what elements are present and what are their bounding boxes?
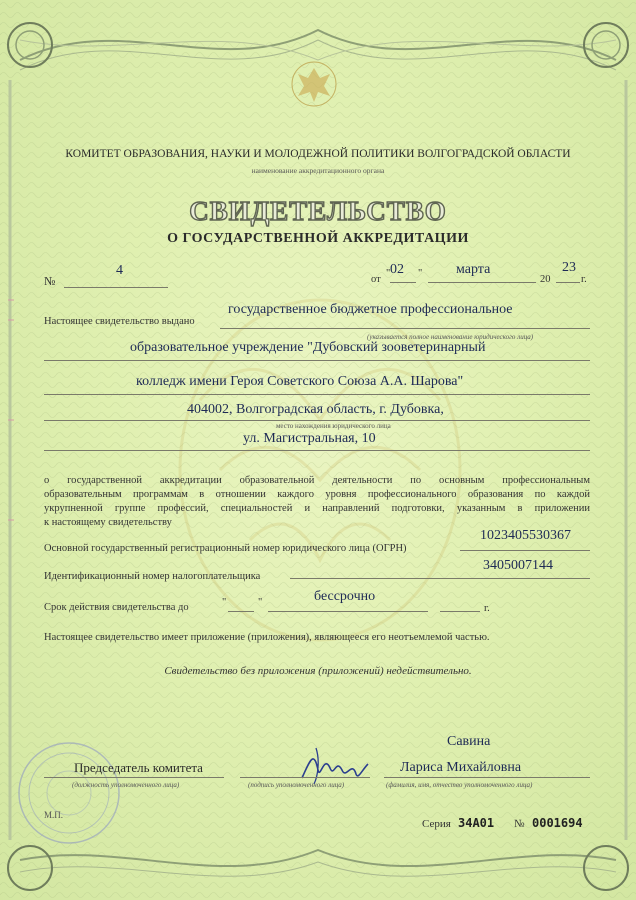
number-label: № [44,274,56,288]
serial-value: 0001694 [532,816,583,830]
series-value: 34А01 [458,816,495,830]
date-month: марта [456,262,491,277]
date-g: г. [581,274,587,285]
validity-quote-close: " [258,597,263,608]
name-line [384,777,590,778]
number-line [64,287,168,288]
inn-label: Идентификационный номер налогоплательщика [44,571,261,582]
certificate-title: СВИДЕТЕЛЬСТВО [189,196,447,226]
accreditation-paragraph [44,474,590,530]
signature-line [240,777,370,778]
committee-name: КОМИТЕТ ОБРАЗОВАНИЯ, НАУКИ И МОЛОДЕЖНОЙ ПОЛИТИКИ ВОЛГОГРАДСКОЙ ОБЛАСТИ [65,148,571,160]
address-caption: место нахождения юридического лица [276,422,391,430]
invalid-note: Свидетельство без приложения (приложений) недействительно. [164,665,472,677]
address-line-1-rule [44,420,590,421]
validity-month-line [268,611,428,612]
serial-label: № [514,818,525,830]
paragraph-line-4: к настоящему свидетельству [44,517,172,528]
ogrn-label: Основной государственный регистрационный номер юридического лица (ОГРН) [44,543,407,554]
number-value: 4 [116,263,123,278]
mp-label: М.П. [44,810,64,820]
org-line-1-rule [220,328,590,329]
org-line-2-rule [44,360,590,361]
date-day: 02 [390,262,404,277]
round-stamp-icon [14,738,124,848]
date-day-line [390,282,416,283]
series-label: Серия [422,818,451,830]
appendix-note: Настоящее свидетельство имеет приложение (приложения), являющееся его неотъемлемой частью. [44,632,490,643]
paragraph-line-3: укрупненной группе профессий, специальностей и направлений подготовки, указанным в приложении [44,503,590,514]
position: Председатель комитета [74,760,203,775]
signer-name: Лариса Михайловна [400,760,522,775]
committee-caption: наименование аккредитационного органа [251,166,385,175]
date-from: от [371,274,381,285]
name-caption: (фамилия, имя, отчество уполномоченного лица) [386,781,533,789]
validity-year-line [440,611,480,612]
coat-of-arms-icon [290,60,338,108]
inn-value: 3405007144 [483,558,553,573]
org-line-1: государственное бюджетное профессиональное [228,302,513,317]
ogrn-value: 1023405530367 [480,528,571,543]
org-line-2: образовательное учреждение "Дубовский зооветеринарный [130,340,486,355]
paragraph-line-2: образовательным программам в отношении каждого уровня профессионального образования по каждой [44,489,590,500]
org-line-3: колледж имени Героя Советского Союза А.А. Шарова" [136,374,464,389]
signature-caption: (подпись уполномоченного лица) [248,781,345,789]
date-year-line [556,282,580,283]
issued-label: Настоящее свидетельство выдано [44,316,195,327]
org-line-3-rule [44,394,590,395]
address-line-2-rule [44,450,590,451]
validity-label: Срок действия свидетельства до [44,602,189,613]
validity-quote-open: " [222,597,227,608]
date-quote-close: " [418,268,423,279]
date-month-line [428,282,536,283]
certificate-subtitle: О ГОСУДАРСТВЕННОЙ АККРЕДИТАЦИИ [167,231,469,246]
date-quote-open: " [386,268,391,279]
org-caption: (указывается полное наименование юридического лица) [367,333,534,341]
position-line [44,777,224,778]
address-line-2: ул. Магистральная, 10 [243,431,376,446]
ogrn-line [460,550,590,551]
date-century: 20 [540,274,551,285]
paragraph-line-1: о государственной аккредитации образовательной деятельности по основным профессиональным [44,475,590,486]
date-year: 23 [562,260,576,275]
signer-surname: Савина [447,734,491,749]
position-caption: (должность уполномоченного лица) [72,781,180,789]
validity-g: г. [484,603,490,614]
inn-line [290,578,590,579]
validity-value: бессрочно [314,589,376,604]
address-line-1: 404002, Волгоградская область, г. Дубовка, [187,402,444,417]
validity-day-line [228,611,254,612]
